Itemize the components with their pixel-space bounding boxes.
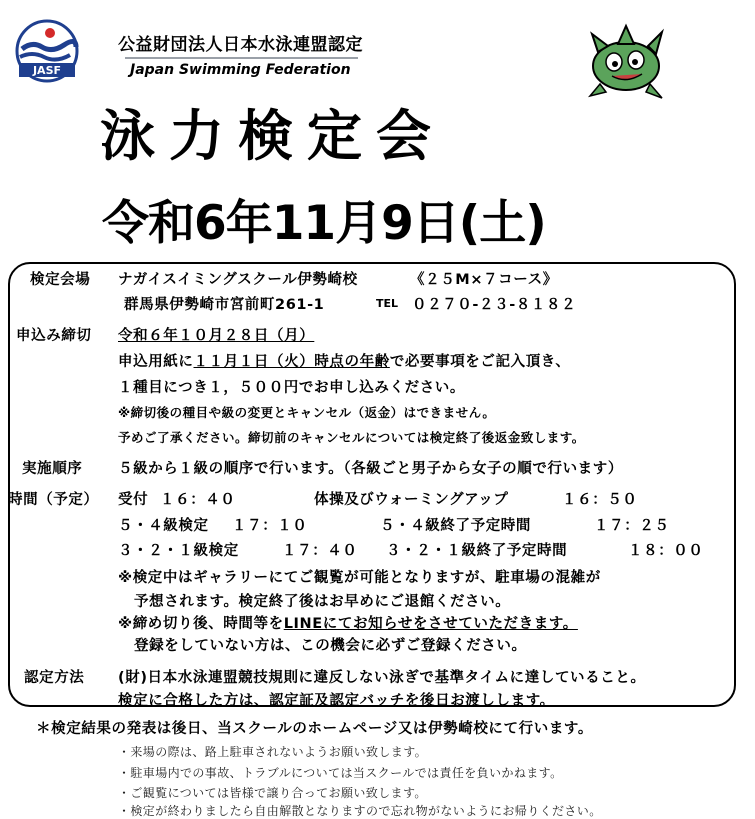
- jasf-emblem-icon: [14, 17, 104, 91]
- line-note-a: ※締め切り後、時間等を: [118, 616, 284, 632]
- order-text: ５級から１級の順序で行います。（各級ごと男子から女子の順で行います）: [118, 461, 623, 477]
- venue-name: ナガイスイミングスクール伊勢崎校: [118, 272, 358, 288]
- line-note: [118, 612, 578, 633]
- page-title: 泳力検定会: [100, 104, 446, 168]
- grade321-end-label: ３・２・１級終了予定時間: [386, 543, 568, 559]
- fee-text: １種目につき１，５００円でお申し込みください。: [118, 380, 466, 396]
- gallery-note-1: ※検定中はギャラリーにてご観覧が可能となりますが、駐車場の混雑が: [118, 570, 601, 586]
- venue-label: 検定会場: [30, 272, 91, 288]
- grade54-end-label: ５・４級終了予定時間: [380, 518, 531, 534]
- warmup-time: １６：５０: [562, 492, 638, 508]
- footer-note: ・ご観覧については皆様で譲り合ってお願い致します。: [118, 786, 427, 800]
- grade321-end-time: １８：００: [628, 543, 704, 559]
- age-reference-date: １１月１日（火）時点の年齢: [193, 354, 390, 370]
- line-notice-link: LINEにてお知らせをさせていただきます。: [283, 616, 578, 632]
- time-label: 時間（予定）: [8, 492, 99, 508]
- deadline-line1: [118, 350, 570, 371]
- order-label: 実施順序: [22, 461, 83, 477]
- cert-label: 認定方法: [24, 670, 85, 686]
- warmup-label: 体操及びウォーミングアップ: [314, 492, 509, 508]
- deadline-date: 令和６年１０月２８日（月）: [118, 328, 315, 344]
- line-register-note: 登録をしていない方は、この機会に必ずご登録ください。: [134, 638, 527, 654]
- event-date: 令和6年11月9日(土): [102, 196, 546, 251]
- cancel-note: ※締切後の種目や級の変更とキャンセル（返金）はできません。: [118, 405, 496, 420]
- grade321-label: ３・２・１級検定: [118, 543, 239, 559]
- reception-time: １６：４０: [160, 492, 236, 508]
- grade54-end-time: １７：２５: [594, 518, 670, 534]
- tel-number: ０２７０-２３-８１８２: [412, 297, 577, 313]
- deadline-line1-a: 申込用紙に: [118, 354, 194, 370]
- cert-line-2: 検定に合格した方は、認定証及認定バッチを後日お渡しします。: [118, 693, 555, 709]
- cert-line-1: (財)日本水泳連盟競技規則に違反しない泳ぎで基準タイムに達していること。: [118, 670, 646, 686]
- venue-course: 《２５M×７コース》: [410, 272, 558, 288]
- refund-note: 予めご了承ください。締切前のキャンセルについては検定終了後返金致します。: [118, 430, 585, 445]
- tel-label: TEL: [376, 297, 399, 310]
- deadline-label: 申込み締切: [16, 328, 92, 344]
- result-note: ＊検定結果の発表は後日、当スクールのホームページ又は伊勢崎校にて行います。: [36, 721, 593, 737]
- deadline-line1-c: で必要事項をご記入頂き、: [389, 354, 571, 370]
- mascot-image: [578, 22, 673, 104]
- organization-name-en: Japan Swimming Federation: [130, 62, 351, 78]
- grade321-time: １７：４０: [282, 543, 358, 559]
- grade54-label: ５・４級検定: [118, 518, 209, 534]
- jasf-logo: [14, 17, 104, 91]
- divider: [125, 57, 358, 59]
- organization-name-jp: 公益財団法人日本水泳連盟認定: [118, 35, 363, 55]
- gallery-note-2: 予想されます。検定終了後はお早めにご退館ください。: [134, 594, 511, 610]
- logo-text: JASF: [32, 64, 62, 77]
- footer-note: ・来場の際は、路上駐車されないようお願い致します。: [118, 745, 428, 759]
- footer-note: ・検定が終わりましたら自由解散となりますので忘れ物がないようにお帰りください。: [118, 804, 602, 818]
- venue-address: 群馬県伊勢崎市宮前町261-1: [124, 297, 325, 313]
- footer-note: ・駐車場内での事故、トラブルについては当スクールでは責任を負いかねます。: [118, 766, 563, 780]
- frog-mascot-icon: [578, 22, 673, 104]
- reception-label: 受付: [118, 492, 149, 508]
- grade54-time: １７：１０: [232, 518, 308, 534]
